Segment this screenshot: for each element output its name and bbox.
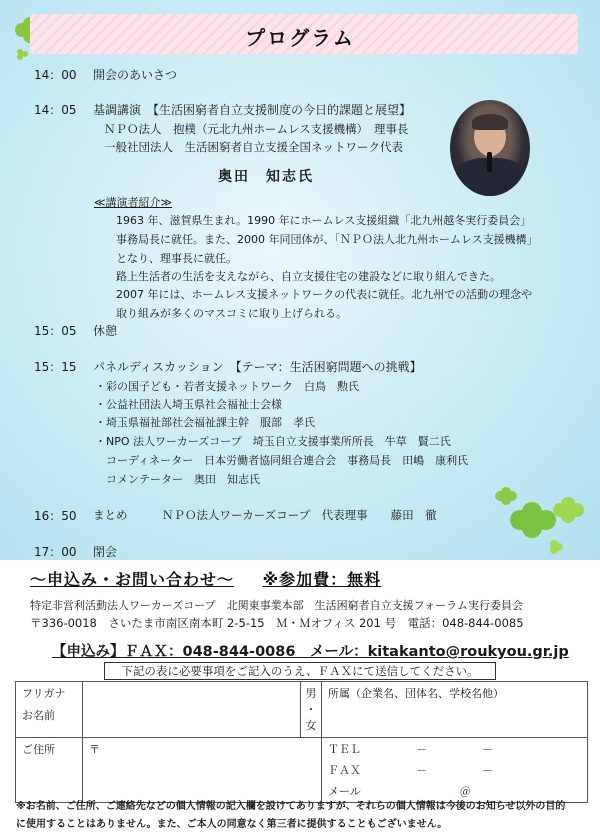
profile-line: 取り組みが多くのマスコミに取り上げられる。 [116, 307, 347, 320]
address-field[interactable] [83, 738, 322, 803]
panelist: ・NPO 法人ワーカーズコープ 埼玉自立支援事業所所長 牛草 賢二氏 [95, 435, 451, 448]
panelist: ・埼玉県福祉部社会福祉課主幹 服部 孝氏 [95, 416, 315, 429]
name-label: お名前 [22, 709, 55, 722]
sex-male: 男 [305, 687, 317, 700]
keynote-speaker-name: 奥田 知志氏 [218, 169, 314, 185]
furigana-label: フリガナ [22, 687, 66, 700]
mail-field[interactable]: メール ＠ [328, 785, 471, 798]
contact-fields[interactable] [322, 738, 588, 803]
fax-field[interactable]: ＦＡＸ － － [328, 764, 493, 777]
name-field[interactable] [83, 682, 301, 738]
panelist: ・公益社団法人埼玉県社会福祉士会様 [95, 398, 282, 411]
affiliation-label: 所属（企業名、団体名、学校名他） [328, 687, 504, 700]
organizer-address: 〒336-0018 さいたま市南区南本町 2-5-15 Ｍ・Ｍオフィス 201 号 電話：048-844-0085 [30, 616, 524, 630]
privacy-note-line-2: に使用することはありません。また、ご本人の同意なく第三者に提供することもございません。 [16, 819, 448, 830]
apply-line: 【申込み】ＦＡＸ：048-844-0086 メール：kitakanto@roukyou.gr.jp [52, 644, 569, 660]
time-1650: 16：50 [34, 509, 77, 523]
item-closing: 閉会 [93, 545, 118, 559]
speaker-photo [450, 100, 530, 196]
page-title: プログラム [245, 26, 355, 50]
keynote-affiliation-2: 一般社団法人 生活困窮者自立支援全国ネットワーク代表 [104, 140, 403, 154]
fee-note: ※参加費：無料 [262, 570, 382, 589]
postal-mark: 〒 [89, 743, 100, 756]
item-opening: 開会のあいさつ [93, 68, 178, 82]
contact-title: ～申込み・お問い合わせ～ [30, 570, 235, 589]
application-form [15, 681, 588, 803]
time-1505: 15：05 [34, 324, 77, 338]
time-1700: 17：00 [34, 545, 77, 559]
coordinator: コーディネーター 日本労働者協同組合連合会 事務局長 田嶋 康利氏 [95, 454, 469, 467]
profile-line: 事務局長に就任。また、2000 年同団体が、「ＮＰＯ法人北九州ホームレス支援機構」 [116, 233, 538, 246]
privacy-note-line-1: ※お名前、ご住所、ご連絡先などの個人情報の記入欄を設けてありますが、それらの個人情報は今後のお知らせ以外の目的 [16, 801, 566, 812]
commentator: コメンテーター 奥田 知志氏 [95, 473, 260, 486]
time-1405: 14：05 [34, 103, 77, 117]
tel-field[interactable]: ＴＥＬ － － [328, 743, 493, 756]
profile-line: 1963 年、滋賀県生まれ。1990 年にホームレス支援組織「北九州越冬実行委員会」 [116, 214, 532, 227]
affiliation-field[interactable] [322, 682, 588, 738]
contact-heading [30, 567, 381, 590]
profile-heading: ≪講演者紹介≫ [94, 196, 173, 209]
clover-decoration-bottom-right [492, 480, 592, 560]
item-break: 休憩 [93, 324, 118, 338]
organizer: 特定非営利活動法人ワーカーズコープ 北関東事業本部 生活困窮者自立支援フォーラム実行委員会 [30, 599, 524, 612]
sex-female: 女 [305, 719, 317, 732]
keynote-affiliation-1: ＮＰＯ法人 抱樸（元北九州ホームレス支援機構） 理事長 [104, 122, 409, 136]
address-label: ご住所 [22, 743, 55, 756]
item-panel: パネルディスカッション 【テーマ：生活困窮問題への挑戦】 [93, 360, 422, 374]
item-keynote: 基調講演 【生活困窮者自立支援制度の今日的課題と展望】 [93, 103, 412, 117]
fax-instruction: 下記の表に必要事項をご記入のうえ、ＦＡＸにて送信してください。 [104, 662, 496, 680]
address-label-cell [16, 738, 83, 803]
sex-field[interactable] [301, 682, 322, 738]
item-summary: まとめ ＮＰＯ法人ワーカーズコープ 代表理事 藤田 徹 [93, 508, 437, 522]
time-1400: 14：00 [34, 68, 77, 82]
time-1515: 15：15 [34, 360, 77, 374]
profile-line: となり、理事長に就任。 [116, 252, 237, 265]
profile-line: 路上生活者の生活を支えながら、自立支援住宅の建設などに取り組んできた。 [116, 270, 501, 283]
sex-separator: ・ [305, 703, 317, 716]
name-label-cell [16, 682, 83, 738]
profile-line: 2007 年には、ホームレス支援ネットワークの代表に就任。北九州での活動の理念や [116, 288, 533, 301]
panelist: ・彩の国子ども・若者支援ネットワーク 白鳥 勲氏 [95, 380, 359, 393]
